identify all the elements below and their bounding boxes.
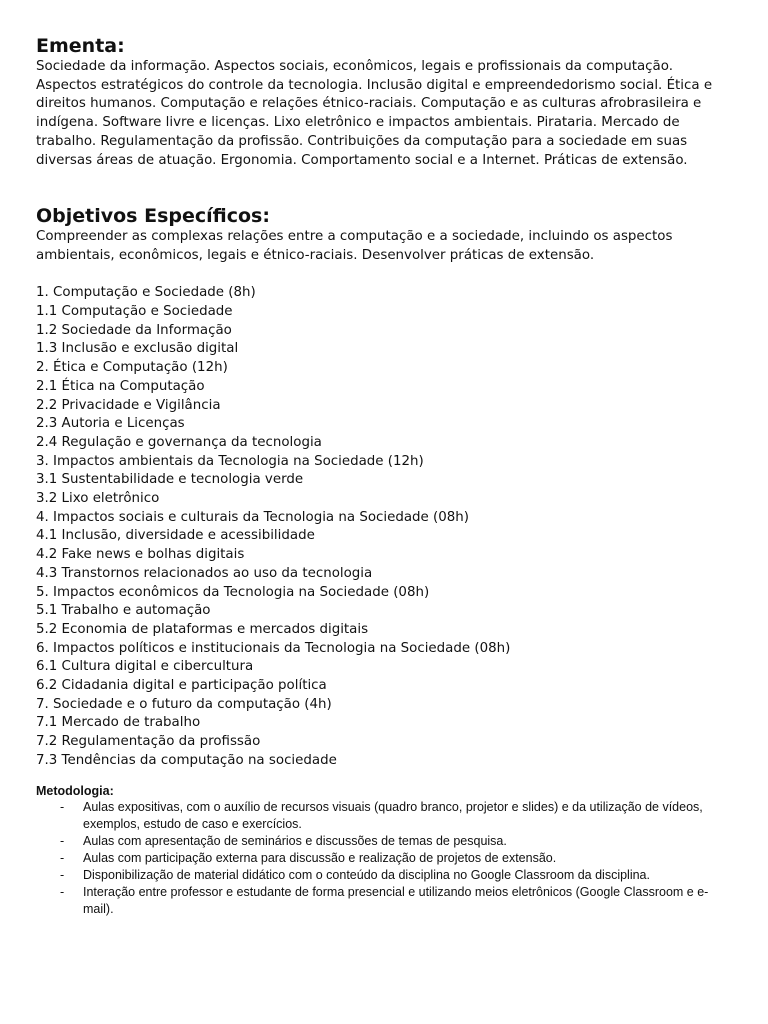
program-item: 5.2 Economia de plataformas e mercados digitais	[36, 621, 369, 637]
program-item: 6.1 Cultura digital e cibercultura	[36, 659, 254, 675]
document-page	[36, 34, 736, 918]
objetivos-text: Compreender as complexas relações entre a computação e a sociedade, incluindo os aspectos ambientais, econômicos, legais e étnico-raciais. Desenvolver práticas de extensão.	[36, 229, 673, 263]
metodologia-item	[36, 799, 736, 833]
program-item: 2.4 Regulação e governança da tecnologia	[36, 434, 322, 450]
metodologia-list	[36, 799, 736, 918]
objetivos-heading: Objetivos Específicos:	[36, 205, 270, 228]
program-item: 1.2 Sociedade da Informação	[36, 322, 232, 338]
program-item: 7.3 Tendências da computação na sociedade	[36, 752, 337, 768]
program-item: 2.3 Autoria e Licenças	[36, 416, 185, 432]
program-item: 4.2 Fake news e bolhas digitais	[36, 547, 245, 563]
program-list	[36, 284, 736, 770]
metodologia-item	[36, 867, 736, 884]
metodologia-heading: Metodologia:	[36, 783, 114, 798]
program-item: 3. Impactos ambientais da Tecnologia na Sociedade (12h)	[36, 453, 424, 469]
program-item: 6. Impactos políticos e institucionais da Tecnologia na Sociedade (08h)	[36, 640, 511, 656]
program-item: 3.2 Lixo eletrônico	[36, 491, 160, 507]
program-item: 4.3 Transtornos relacionados ao uso da tecnologia	[36, 565, 373, 581]
program-item: 2. Ética e Computação (12h)	[36, 360, 228, 376]
program-item: 3.1 Sustentabilidade e tecnologia verde	[36, 472, 304, 488]
bullet-dash: -	[60, 799, 65, 814]
bullet-dash: -	[60, 867, 65, 882]
program-item: 4. Impactos sociais e culturais da Tecnologia na Sociedade (08h)	[36, 509, 470, 525]
program-item: 4.1 Inclusão, diversidade e acessibilidade	[36, 528, 315, 544]
program-item: 1. Computação e Sociedade (8h)	[36, 285, 256, 301]
program-item: 1.1 Computação e Sociedade	[36, 304, 233, 320]
metodologia-item-text: Disponibilização de material didático com o conteúdo da disciplina no Google Classroom da disciplina.	[83, 867, 650, 882]
program-item: 2.1 Ética na Computação	[36, 378, 205, 394]
metodologia-item	[36, 850, 736, 867]
program-item: 5.1 Trabalho e automação	[36, 603, 211, 619]
program-item: 6.2 Cidadania digital e participação política	[36, 678, 327, 694]
program-item: 7.1 Mercado de trabalho	[36, 715, 201, 731]
program-item: 1.3 Inclusão e exclusão digital	[36, 341, 239, 357]
metodologia-item-text: Aulas com participação externa para discussão e realização de projetos de extensão.	[83, 850, 557, 865]
bullet-dash: -	[60, 850, 65, 865]
metodologia-item-text: Aulas com apresentação de seminários e discussões de temas de pesquisa.	[83, 833, 507, 848]
ementa-heading: Ementa:	[36, 35, 125, 57]
program-item: 5. Impactos econômicos da Tecnologia na Sociedade (08h)	[36, 584, 430, 600]
metodologia-item	[36, 884, 736, 918]
metodologia-item-text: Aulas expositivas, com o auxílio de recursos visuais (quadro branco, projetor e slides) e da utilização de vídeos, exemplos, estudo de caso e exercícios.	[83, 799, 703, 831]
ementa-text: Sociedade da informação. Aspectos sociais, econômicos, legais e profissionais da computação. Aspectos estratégicos do controle da tecnologia. Inclusão digital e empreendedorismo social. Ética e direitos humanos. Computação e relações étnico-raciais. Computação e as culturas afrobrasileira e indígena. Software livre e licenças. Lixo eletrônico e impactos ambientais. Pirataria. Mercado de trabalho. Regulamentação da profissão. Contribuições da computação para a sociedade em suas diversas áreas de atuação. Ergonomia. Comportamento social e a Internet. Práticas de extensão.	[36, 59, 713, 168]
program-item: 2.2 Privacidade e Vigilância	[36, 397, 221, 413]
program-item: 7.2 Regulamentação da profissão	[36, 734, 261, 750]
bullet-dash: -	[60, 884, 65, 899]
bullet-dash: -	[60, 833, 65, 848]
metodologia-item-text: Interação entre professor e estudante de forma presencial e utilizando meios eletrônicos (Google Classroom e e-mail).	[83, 884, 709, 916]
program-item: 7. Sociedade e o futuro da computação (4h)	[36, 696, 332, 712]
metodologia-item	[36, 833, 736, 850]
